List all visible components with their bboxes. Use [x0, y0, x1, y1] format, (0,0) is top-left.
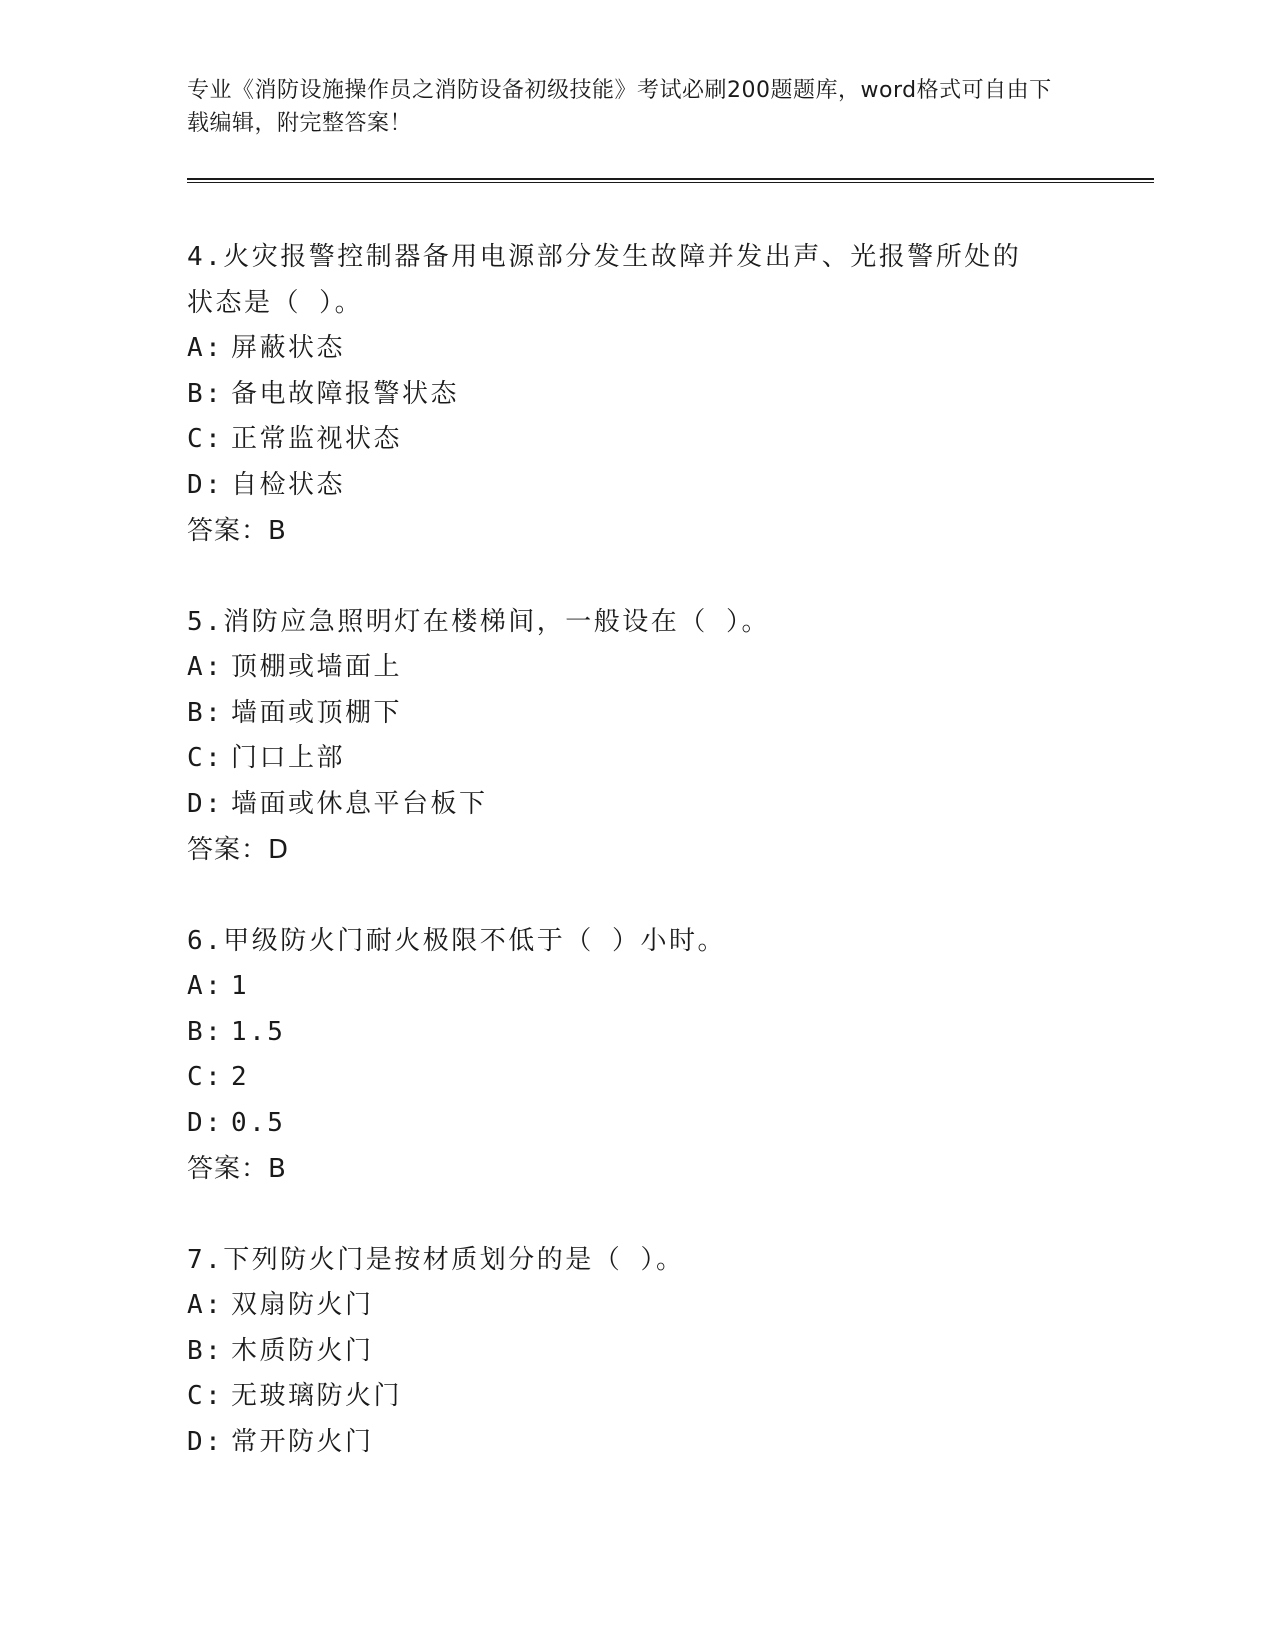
- option-text: 墙面或休息平台板下: [231, 788, 488, 819]
- option-b: [187, 372, 1087, 418]
- option-b: [187, 1010, 1087, 1056]
- option-d: [187, 1420, 1087, 1466]
- option-a: [187, 1283, 1087, 1329]
- option-text: 墙面或顶棚下: [231, 697, 403, 728]
- option-c: [187, 736, 1087, 782]
- question-stem: 5.消防应急照明灯在楼梯间，一般设在（ ）。: [187, 607, 770, 637]
- option-letter: D:: [187, 788, 224, 819]
- question-stem: 6.甲级防火门耐火极限不低于（ ）小时。: [187, 926, 726, 956]
- option-letter: C:: [187, 1062, 224, 1092]
- option-letter: D:: [187, 469, 224, 500]
- option-text: 木质防火门: [231, 1335, 374, 1366]
- option-letter: D:: [187, 1107, 224, 1138]
- option-text: 正常监视状态: [231, 424, 403, 454]
- option-d: [187, 782, 1087, 828]
- option-letter: C:: [187, 1381, 224, 1411]
- option-text: 2: [231, 1062, 250, 1092]
- option-text: 0.5: [231, 1107, 286, 1138]
- answer-line: 答案：D: [187, 835, 290, 865]
- option-letter: C:: [187, 424, 224, 454]
- option-text: 顶棚或墙面上: [231, 652, 403, 682]
- question-4: [187, 234, 1087, 554]
- option-text: 1: [231, 971, 250, 1001]
- option-c: [187, 1374, 1087, 1420]
- option-d: [187, 1101, 1087, 1147]
- option-b: [187, 691, 1087, 737]
- option-text: 门口上部: [231, 743, 346, 773]
- option-a: [187, 964, 1087, 1010]
- option-c: [187, 1055, 1087, 1101]
- option-letter: A:: [187, 1290, 224, 1320]
- option-text: 1.5: [231, 1016, 286, 1047]
- option-letter: B:: [187, 378, 224, 409]
- question-list: [187, 234, 1087, 1510]
- question-stem: 4.火灾报警控制器备用电源部分发生故障并发出声、光报警所处的状态是（ ）。: [187, 242, 1022, 318]
- option-a: [187, 645, 1087, 691]
- document-header: 专业《消防设施操作员之消防设备初级技能》考试必刷200题题库，word格式可自由下载编辑，附完整答案！: [187, 78, 1052, 136]
- option-text: 常开防火门: [231, 1426, 374, 1457]
- option-text: 无玻璃防火门: [231, 1381, 403, 1411]
- option-text: 备电故障报警状态: [231, 378, 460, 409]
- question-5: [187, 599, 1087, 873]
- option-letter: B:: [187, 1335, 224, 1366]
- answer-line: 答案：B: [187, 1154, 287, 1184]
- option-text: 屏蔽状态: [231, 333, 346, 363]
- question-stem: 7.下列防火门是按材质划分的是（ ）。: [187, 1245, 685, 1275]
- option-letter: C:: [187, 743, 224, 773]
- option-letter: B:: [187, 1016, 224, 1047]
- question-7: [187, 1237, 1087, 1465]
- question-6: [187, 918, 1087, 1192]
- option-d: [187, 463, 1087, 509]
- option-a: [187, 326, 1087, 372]
- option-letter: D:: [187, 1426, 224, 1457]
- header-divider: [187, 178, 1154, 183]
- option-text: 自检状态: [231, 469, 346, 500]
- option-letter: A:: [187, 971, 224, 1001]
- option-letter: B:: [187, 697, 224, 728]
- option-text: 双扇防火门: [231, 1290, 374, 1320]
- option-letter: A:: [187, 652, 224, 682]
- answer-line: 答案：B: [187, 516, 287, 546]
- option-b: [187, 1329, 1087, 1375]
- option-c: [187, 417, 1087, 463]
- option-letter: A:: [187, 333, 224, 363]
